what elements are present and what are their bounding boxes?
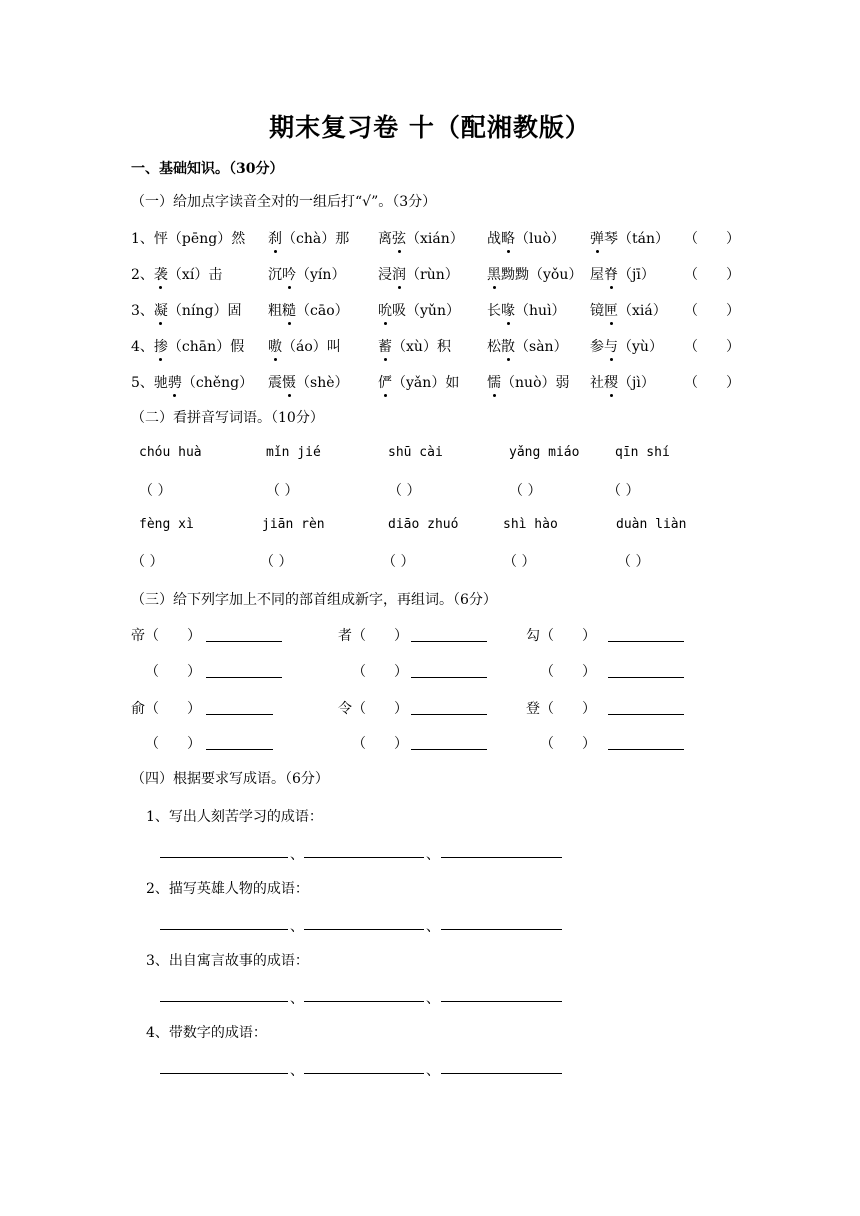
word-item: 4、掺（chān）假 (131, 336, 244, 356)
word-item: 2、袭（xí）击 (131, 264, 222, 284)
word-item: 黑黝黝（yǒu） (487, 264, 582, 284)
word-line[interactable] (411, 735, 487, 750)
answer-blank[interactable]: （ ） (684, 303, 740, 319)
word-item: 5、驰骋（chěng） (131, 372, 253, 392)
radical-blank[interactable]: （ ） (540, 701, 596, 717)
word-line[interactable] (411, 663, 487, 678)
part2-heading: （二）看拼音写词语。（10分） (131, 410, 324, 426)
answer-blank[interactable]: （ ） (131, 554, 164, 570)
idiom-line[interactable] (304, 928, 424, 930)
section-heading-1: 一、基础知识。（30分） (131, 161, 284, 177)
word-item: 蓄（xù）积 (378, 336, 451, 356)
base-char: 帝 (131, 628, 145, 644)
word-item: 3、凝（níng）固 (131, 300, 241, 320)
answer-blank[interactable]: （ ） (260, 554, 293, 570)
base-char: 者 (338, 628, 352, 644)
base-char: 勾 (526, 628, 540, 644)
answer-blank[interactable]: （ ） (684, 375, 740, 391)
word-line[interactable] (411, 627, 487, 642)
base-char: 俞 (131, 701, 145, 717)
answer-blank[interactable]: （ ） (503, 554, 536, 570)
radical-blank[interactable]: （ ） (145, 701, 201, 717)
idiom-prompt: 1、写出人刻苦学习的成语： (146, 809, 323, 825)
separator: 、 (426, 991, 440, 1007)
idiom-line[interactable] (160, 1000, 288, 1002)
pinyin-label: jiān rèn (262, 517, 325, 532)
idiom-line[interactable] (160, 928, 288, 930)
word-line[interactable] (206, 663, 282, 678)
answer-blank[interactable]: （ ） (266, 483, 299, 499)
idiom-line[interactable] (304, 1072, 424, 1074)
word-item: 沉吟（yín） (268, 264, 345, 284)
pinyin-label: qīn shí (615, 445, 670, 460)
radical-blank[interactable]: （ ） (352, 664, 408, 680)
base-char: 登 (526, 701, 540, 717)
idiom-line[interactable] (160, 856, 288, 858)
separator: 、 (290, 991, 304, 1007)
word-line[interactable] (608, 735, 684, 750)
pinyin-label: fèng xì (139, 517, 194, 532)
word-item: 弹琴（tán） (590, 228, 669, 248)
word-item: 刹（chà）那 (268, 228, 349, 248)
idiom-line[interactable] (160, 1072, 288, 1074)
radical-blank[interactable]: （ ） (145, 664, 201, 680)
radical-blank[interactable]: （ ） (145, 628, 201, 644)
idiom-line[interactable] (441, 1000, 562, 1002)
word-item: 1、怦（pēng）然 (131, 231, 246, 247)
answer-blank[interactable]: （ ） (509, 483, 542, 499)
radical-blank[interactable]: （ ） (145, 736, 201, 752)
idiom-line[interactable] (304, 856, 424, 858)
separator: 、 (426, 847, 440, 863)
word-item: 震慑（shè） (268, 372, 349, 392)
pinyin-label: mǐn jié (266, 445, 321, 460)
word-item: 吮吸（yǔn） (378, 300, 460, 320)
word-item: 懦（nuò）弱 (487, 372, 570, 392)
word-item: 镜匣（xiá） (590, 300, 667, 320)
word-item: 俨（yǎn）如 (378, 372, 459, 392)
word-line[interactable] (206, 627, 282, 642)
answer-blank[interactable]: （ ） (382, 554, 415, 570)
word-item: 社稷（jì） (590, 372, 655, 392)
word-item: 屋脊（jī） (590, 264, 655, 284)
word-item: 战略（luò） (487, 228, 565, 248)
separator: 、 (290, 1063, 304, 1079)
word-line[interactable] (608, 700, 684, 715)
radical-blank[interactable]: （ ） (352, 628, 408, 644)
answer-blank[interactable]: （ ） (684, 267, 740, 283)
idiom-line[interactable] (304, 1000, 424, 1002)
separator: 、 (426, 1063, 440, 1079)
word-item: 离弦（xián） (378, 228, 464, 248)
word-item: 长喙（huì） (487, 300, 566, 320)
word-line[interactable] (206, 700, 273, 715)
pinyin-label: duàn liàn (616, 517, 687, 532)
answer-blank[interactable]: （ ） (684, 231, 740, 247)
radical-blank[interactable]: （ ） (352, 701, 408, 717)
word-line[interactable] (608, 663, 684, 678)
answer-blank[interactable]: （ ） (139, 483, 172, 499)
part4-heading: （四）根据要求写成语。（6分） (131, 771, 329, 787)
answer-blank[interactable]: （ ） (684, 339, 740, 355)
page-title: 期末复习卷 十（配湘教版） (269, 113, 591, 142)
answer-blank[interactable]: （ ） (607, 483, 640, 499)
word-line[interactable] (206, 735, 273, 750)
idiom-prompt: 4、带数字的成语： (146, 1025, 267, 1041)
answer-blank[interactable]: （ ） (388, 483, 421, 499)
base-char: 令 (338, 701, 352, 717)
pinyin-label: chóu huà (139, 445, 202, 460)
idiom-line[interactable] (441, 928, 562, 930)
idiom-prompt: 2、描写英雄人物的成语： (146, 881, 309, 897)
word-item: 嗷（áo）叫 (268, 336, 341, 356)
part3-heading: （三）给下列字加上不同的部首组成新字，再组词。（6分） (131, 592, 497, 608)
pinyin-label: diāo zhuó (388, 517, 459, 532)
word-item: 松散（sàn） (487, 336, 568, 356)
pinyin-label: shì hào (503, 517, 558, 532)
radical-blank[interactable]: （ ） (352, 736, 408, 752)
word-item: 参与（yù） (590, 336, 663, 356)
word-item: 粗糙（cāo） (268, 300, 349, 320)
answer-blank[interactable]: （ ） (617, 554, 650, 570)
word-line[interactable] (608, 627, 684, 642)
separator: 、 (290, 919, 304, 935)
radical-blank[interactable]: （ ） (540, 628, 596, 644)
separator: 、 (426, 919, 440, 935)
pinyin-label: yǎng miáo (509, 445, 580, 460)
word-item: 浸润（rùn） (378, 264, 459, 284)
pinyin-label: shū cài (388, 445, 443, 460)
word-line[interactable] (411, 700, 487, 715)
idiom-prompt: 3、出自寓言故事的成语： (146, 953, 309, 969)
idiom-line[interactable] (441, 856, 562, 858)
part1-heading: （一）给加点字读音全对的一组后打“√”。（3分） (131, 194, 437, 210)
separator: 、 (290, 847, 304, 863)
idiom-line[interactable] (441, 1072, 562, 1074)
radical-blank[interactable]: （ ） (540, 664, 596, 680)
radical-blank[interactable]: （ ） (540, 736, 596, 752)
